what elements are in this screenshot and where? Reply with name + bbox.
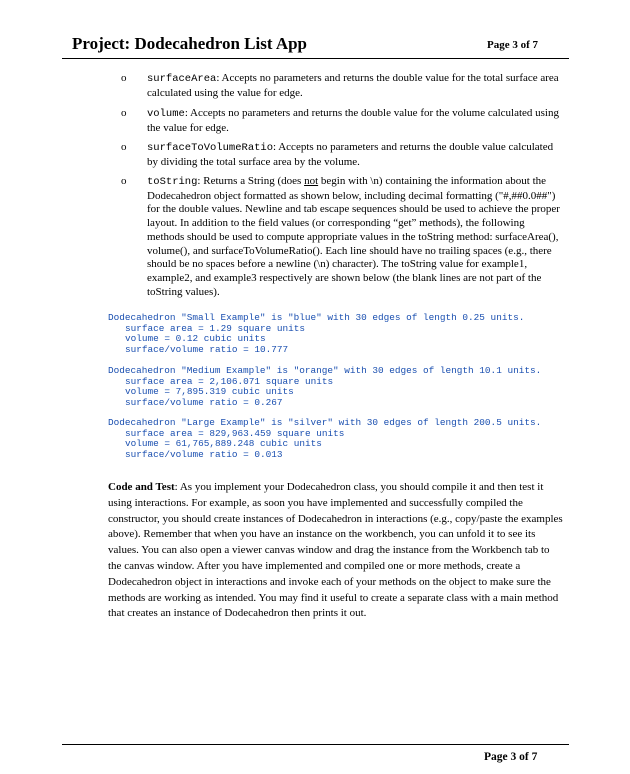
code-line: Dodecahedron "Medium Example" is "orange" with 30 edges of length 10.1 units. xyxy=(108,365,542,376)
bullet-marker: o xyxy=(121,107,127,119)
code-line: volume = 7,895.319 cubic units xyxy=(125,386,294,398)
header-page-number: Page 3 of 7 xyxy=(487,39,539,51)
code-line: volume = 61,765,889.248 cubic units xyxy=(125,438,322,450)
code-line: surface/volume ratio = 0.267 xyxy=(125,396,283,408)
method-name: toString xyxy=(147,176,198,188)
bullet-surface-area xyxy=(147,72,561,100)
code-line: Dodecahedron "Large Example" is "silver" with 30 edges of length 200.5 units. xyxy=(108,417,542,428)
code-and-test-paragraph xyxy=(108,480,564,622)
code-example-3 xyxy=(108,418,541,460)
paragraph-body: : As you implement your Dodecahedron class, you should compile it and then test it using interactions. For example, as soon you have implemented and successfully compiled the constructor, you should create instances of Dodecahedron in interactions (e.g., copy/paste the examples above). Remember that when you have an instance on the workbench, you can unfold it to see its values. You can also open a viewer canvas window and drag the instance from the Workbench tab to the canvas window. After you have implemented and compiled one or more methods, create a Dodecahedron object in interactions and invoke each of your methods on the object to make sure the methods are working as intended. You may find it useful to create a separate class with a main method that creates an instance of Dodecahedron then prints it out. xyxy=(108,481,563,620)
method-name: surfaceArea xyxy=(147,73,217,85)
method-description: : Accepts no parameters and returns the double value calculated by dividing the total surface area by the volume. xyxy=(147,141,554,168)
code-line: surface/volume ratio = 10.777 xyxy=(125,343,289,355)
footer-page-number: Page 3 of 7 xyxy=(484,751,538,763)
method-description: : Accepts no parameters and returns the double value for the volume calculated using the value for edge. xyxy=(147,107,559,134)
method-description: : Accepts no parameters and returns the double value for the total surface area calculated using the value for edge. xyxy=(147,72,559,99)
section-heading: Code and Test xyxy=(108,481,175,493)
code-line: surface/volume ratio = 0.013 xyxy=(125,448,283,460)
code-line: surface area = 1.29 square units xyxy=(125,322,306,334)
method-description-cont: begin with \n) containing the information about the Dodecahedron object formatted as shown below, including decimal formatting ("#,##0.0##") for the double values. Newline and tab escape sequences should be used to achieve the proper layout. In addition to the field values (or corresponding “get” methods), the following methods should be used to compute appropriate values in the toString method: surfaceArea(), volume(), and surfaceToVolumeRatio(). Each line should have no trailing spaces (e.g., there should be no spaces before a newline (\n) character). The toString value for example1, example2, and example3 respectively are shown below (the blank lines are not part of the toString values). xyxy=(147,175,560,298)
emphasis-not: not xyxy=(304,175,319,187)
bullet-surface-to-volume-ratio xyxy=(147,141,561,169)
bullet-marker: o xyxy=(121,141,127,153)
method-name: surfaceToVolumeRatio xyxy=(147,142,274,154)
bullet-marker: o xyxy=(121,72,127,84)
method-description: : Returns a String (does xyxy=(197,175,305,187)
code-line: volume = 0.12 cubic units xyxy=(125,333,266,345)
bullet-volume xyxy=(147,107,561,135)
code-line: Dodecahedron "Small Example" is "blue" with 30 edges of length 0.25 units. xyxy=(108,312,525,323)
footer-divider xyxy=(62,744,569,745)
code-line: surface area = 829,963.459 square units xyxy=(125,427,345,439)
code-example-2 xyxy=(108,366,541,408)
header-divider xyxy=(62,58,569,59)
page-title: Project: Dodecahedron List App xyxy=(72,34,308,53)
code-example-1 xyxy=(108,313,524,355)
bullet-marker: o xyxy=(121,175,127,187)
code-line: surface area = 2,106.071 square units xyxy=(125,375,334,387)
method-name: volume xyxy=(147,108,185,120)
bullet-to-string xyxy=(147,175,561,299)
